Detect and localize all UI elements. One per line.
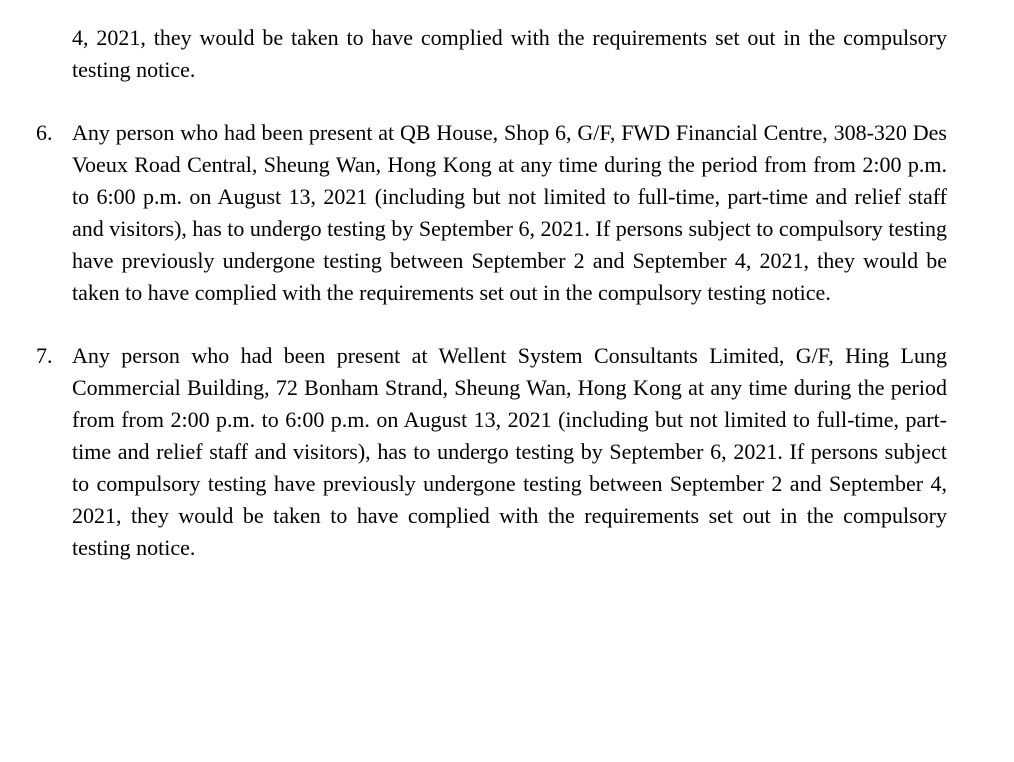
list-item-7-text: Any person who had been present at Wellent System Consultants Limited, G/F, Hing Lung Commercial Building, 72 Bonham Strand, Sheung Wan, Hong Kong at any time during the period from from 2:00 p.m. to 6:00 p.m. on August 13, 2021 (including but not limited to full-time, part-time and relief staff and visitors), has to undergo testing by September 6, 2021. If persons subject to compulsory testing have previously undergone testing between September 2 and September 4, 2021, they would be taken to have complied with the requirements set out in the compulsory testing notice. (72, 343, 947, 560)
continuation-paragraph: 4, 2021, they would be taken to have complied with the requirements set out in the compulsory testing notice. (72, 25, 947, 82)
list-item-6 (36, 117, 947, 309)
list-item-6-number: 6. (36, 120, 53, 145)
list-item-6-text: Any person who had been present at QB House, Shop 6, G/F, FWD Financial Centre, 308-320 Des Voeux Road Central, Sheung Wan, Hong Kong at any time during the period from from 2:00 p.m. to 6:00 p.m. on August 13, 2021 (including but not limited to full-time, part-time and relief staff and visitors), has to undergo testing by September 6, 2021. If persons subject to compulsory testing have previously undergone testing between September 2 and September 4, 2021, they would be taken to have complied with the requirements set out in the compulsory testing notice. (72, 120, 947, 305)
list-item-7-number: 7. (36, 343, 53, 368)
list-item-7 (36, 340, 947, 564)
